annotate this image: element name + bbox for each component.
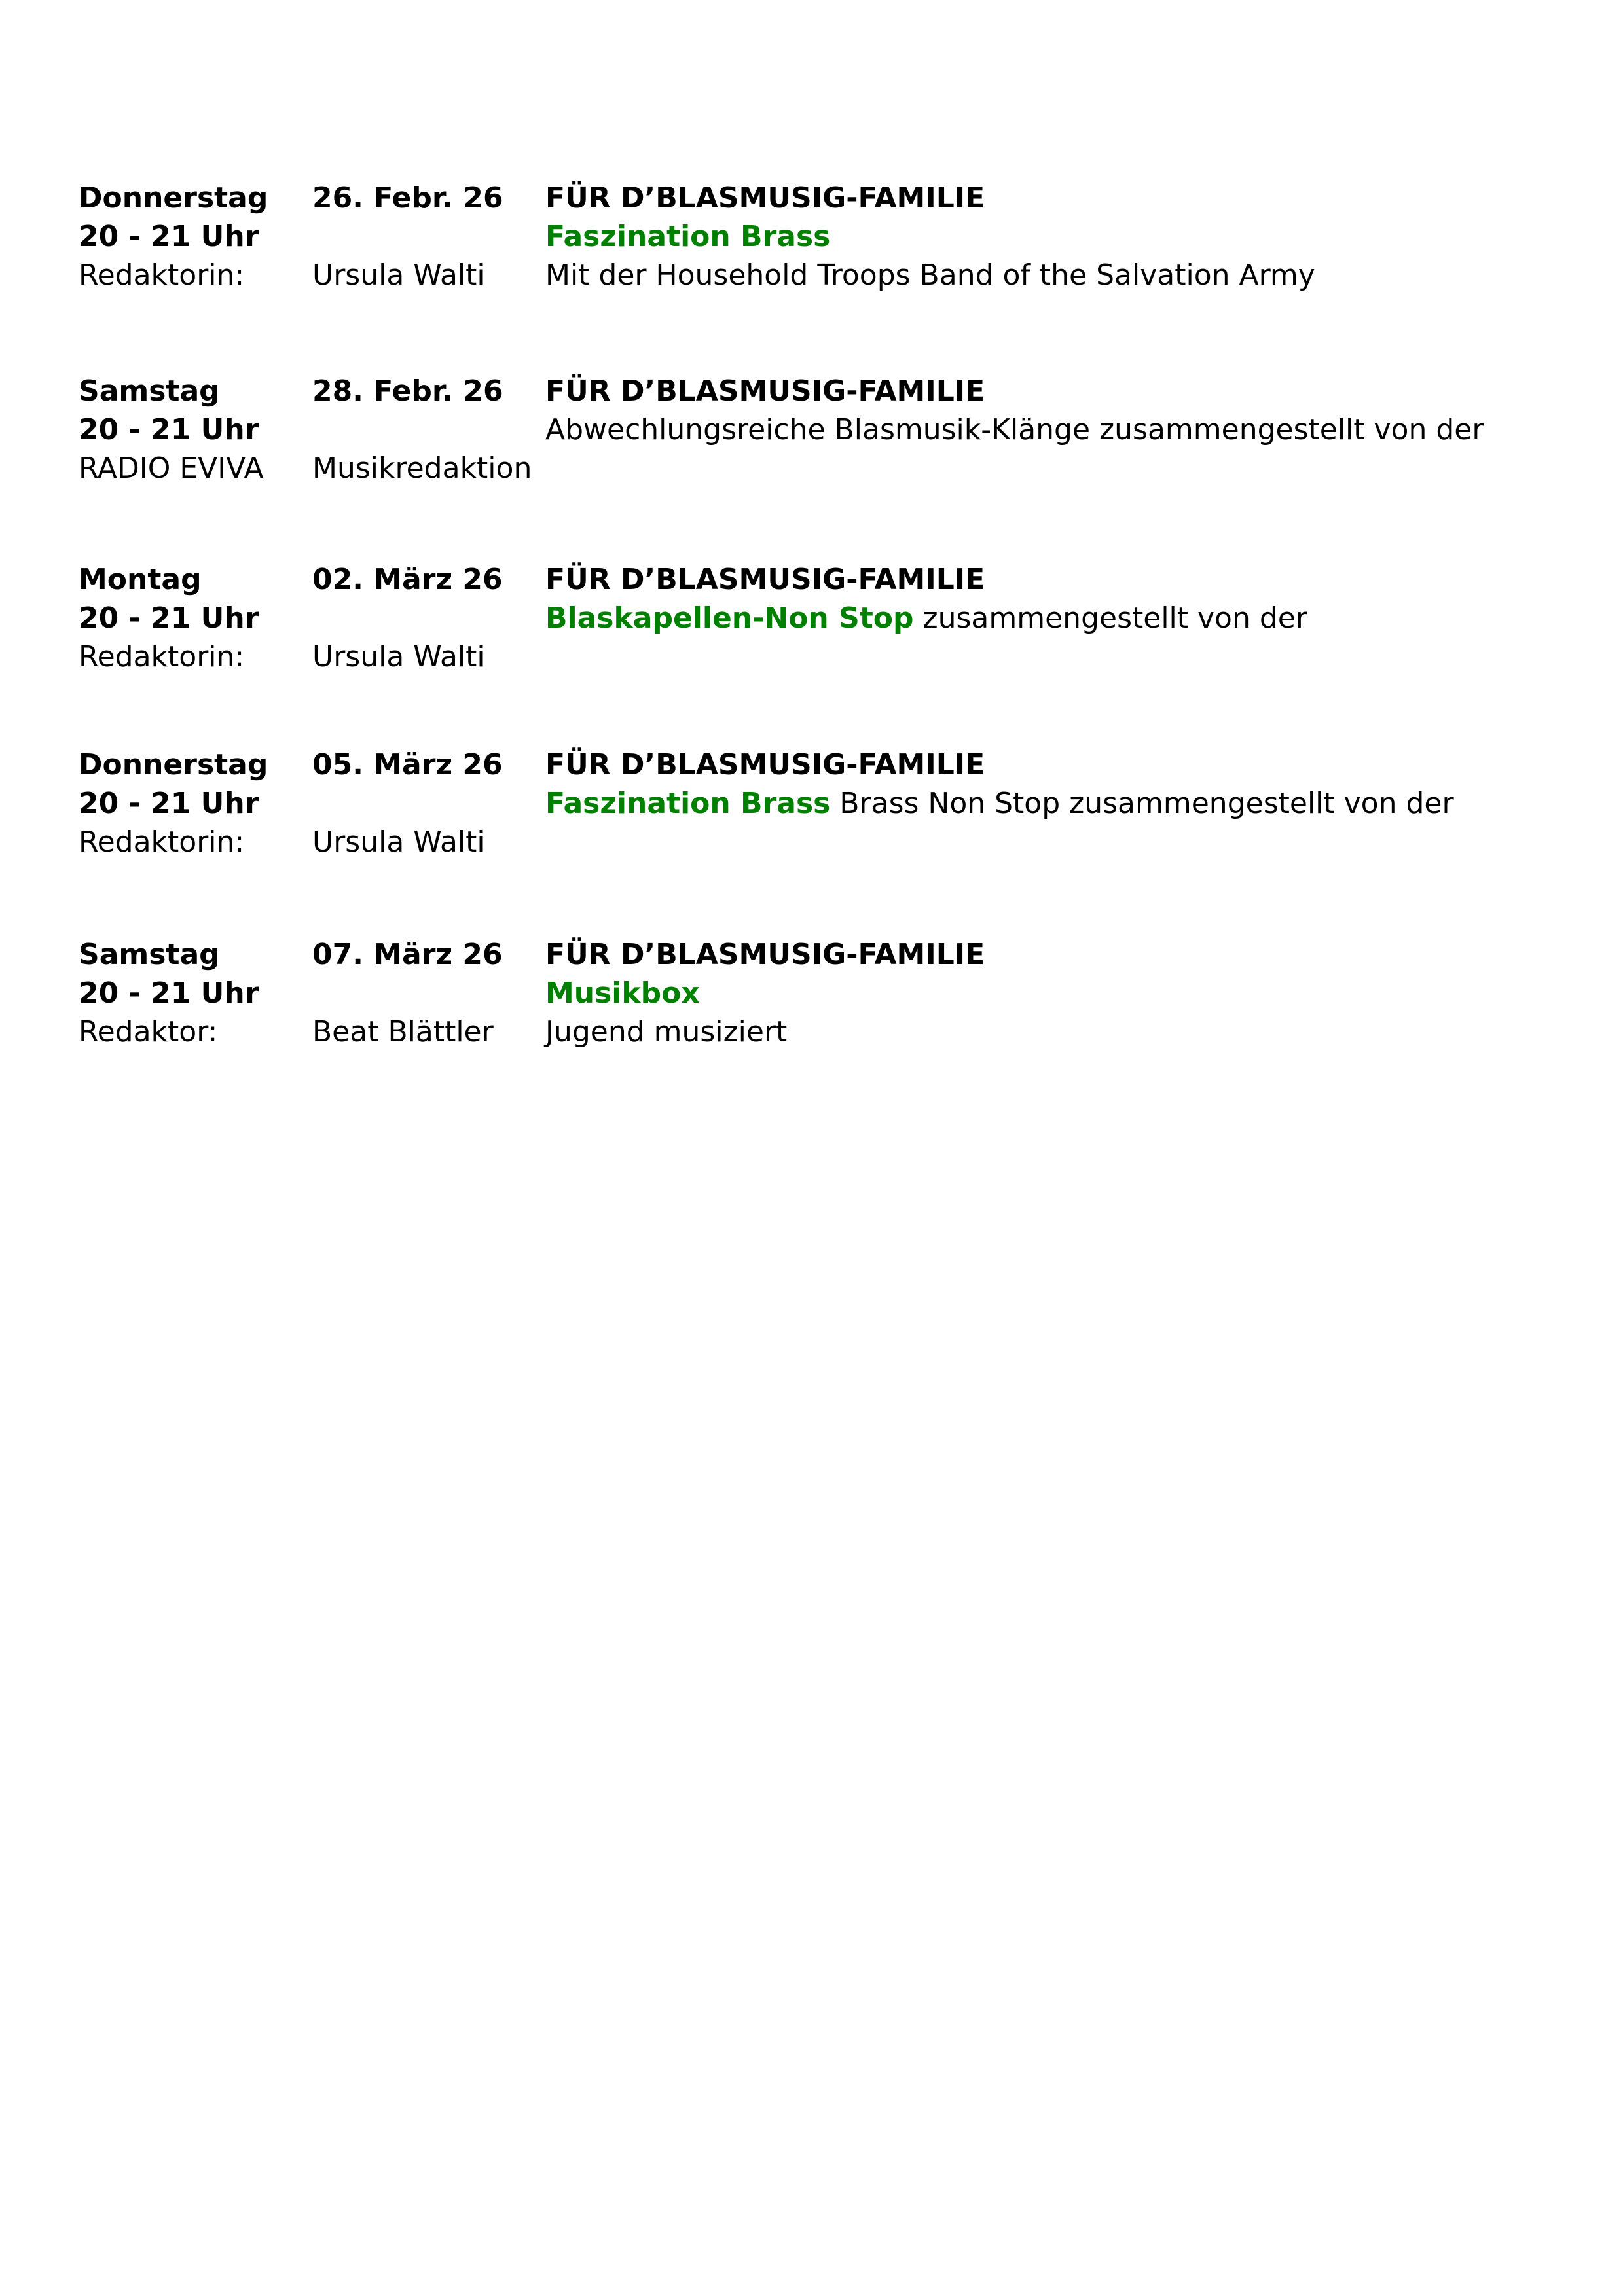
entry-description: zusammengestellt von der [913,601,1307,635]
schedule-entry [0,372,1623,490]
entry-highlight: Faszination Brass [545,787,831,820]
schedule-entry [0,745,1623,863]
entry-date: 02. März 26 [312,563,503,596]
entry-editor-name: Ursula Walti [312,640,485,673]
schedule-entry [0,179,1623,296]
entry-day: Samstag [79,938,220,971]
entry-heading: FÜR D’BLASMUSIG-FAMILIE [545,748,985,781]
entry-time: 20 - 21 Uhr [79,413,259,446]
entry-day: Donnerstag [79,181,268,215]
entry-editor-label: Redaktorin: [79,640,245,673]
entry-subtitle: Mit der Household Troops Band of the Salvation Army [545,259,1315,292]
entry-date: 28. Febr. 26 [312,374,503,408]
entry-date: 05. März 26 [312,748,503,781]
entry-editor-label: Redaktor: [79,1015,218,1049]
entry-highlight: Musikbox [545,977,700,1010]
entry-date: 26. Febr. 26 [312,181,503,215]
entry-heading: FÜR D’BLASMUSIG-FAMILIE [545,181,985,215]
entry-time: 20 - 21 Uhr [79,220,259,253]
entry-day: Samstag [79,374,220,408]
entry-editor-name: Ursula Walti [312,825,485,859]
entry-subtitle: Jugend musiziert [545,1015,788,1049]
entry-editor-name: Beat Blättler [312,1015,494,1049]
entry-highlight: Faszination Brass [545,220,831,253]
entry-heading: FÜR D’BLASMUSIG-FAMILIE [545,938,985,971]
entry-editor-label: Redaktorin: [79,825,245,859]
entry-description: Abwechlungsreiche Blasmusik-Klänge zusammengestellt von der [545,413,1484,446]
entry-time: 20 - 21 Uhr [79,977,259,1010]
schedule-entry [0,935,1623,1053]
entry-time: 20 - 21 Uhr [79,787,259,820]
entry-day: Donnerstag [79,748,268,781]
entry-heading: FÜR D’BLASMUSIG-FAMILIE [545,374,985,408]
entry-description: Brass Non Stop zusammengestellt von der [830,787,1454,820]
entry-highlight: Blaskapellen-Non Stop [545,601,914,635]
entry-editor-name: Ursula Walti [312,259,485,292]
entry-editor-label: Redaktorin: [79,259,245,292]
schedule-entry [0,560,1623,678]
entry-editor-name: Musikredaktion [312,452,532,485]
entry-day: Montag [79,563,202,596]
entry-editor-label: RADIO EVIVA [79,452,264,485]
entry-heading: FÜR D’BLASMUSIG-FAMILIE [545,563,985,596]
entry-date: 07. März 26 [312,938,503,971]
entry-time: 20 - 21 Uhr [79,601,259,635]
